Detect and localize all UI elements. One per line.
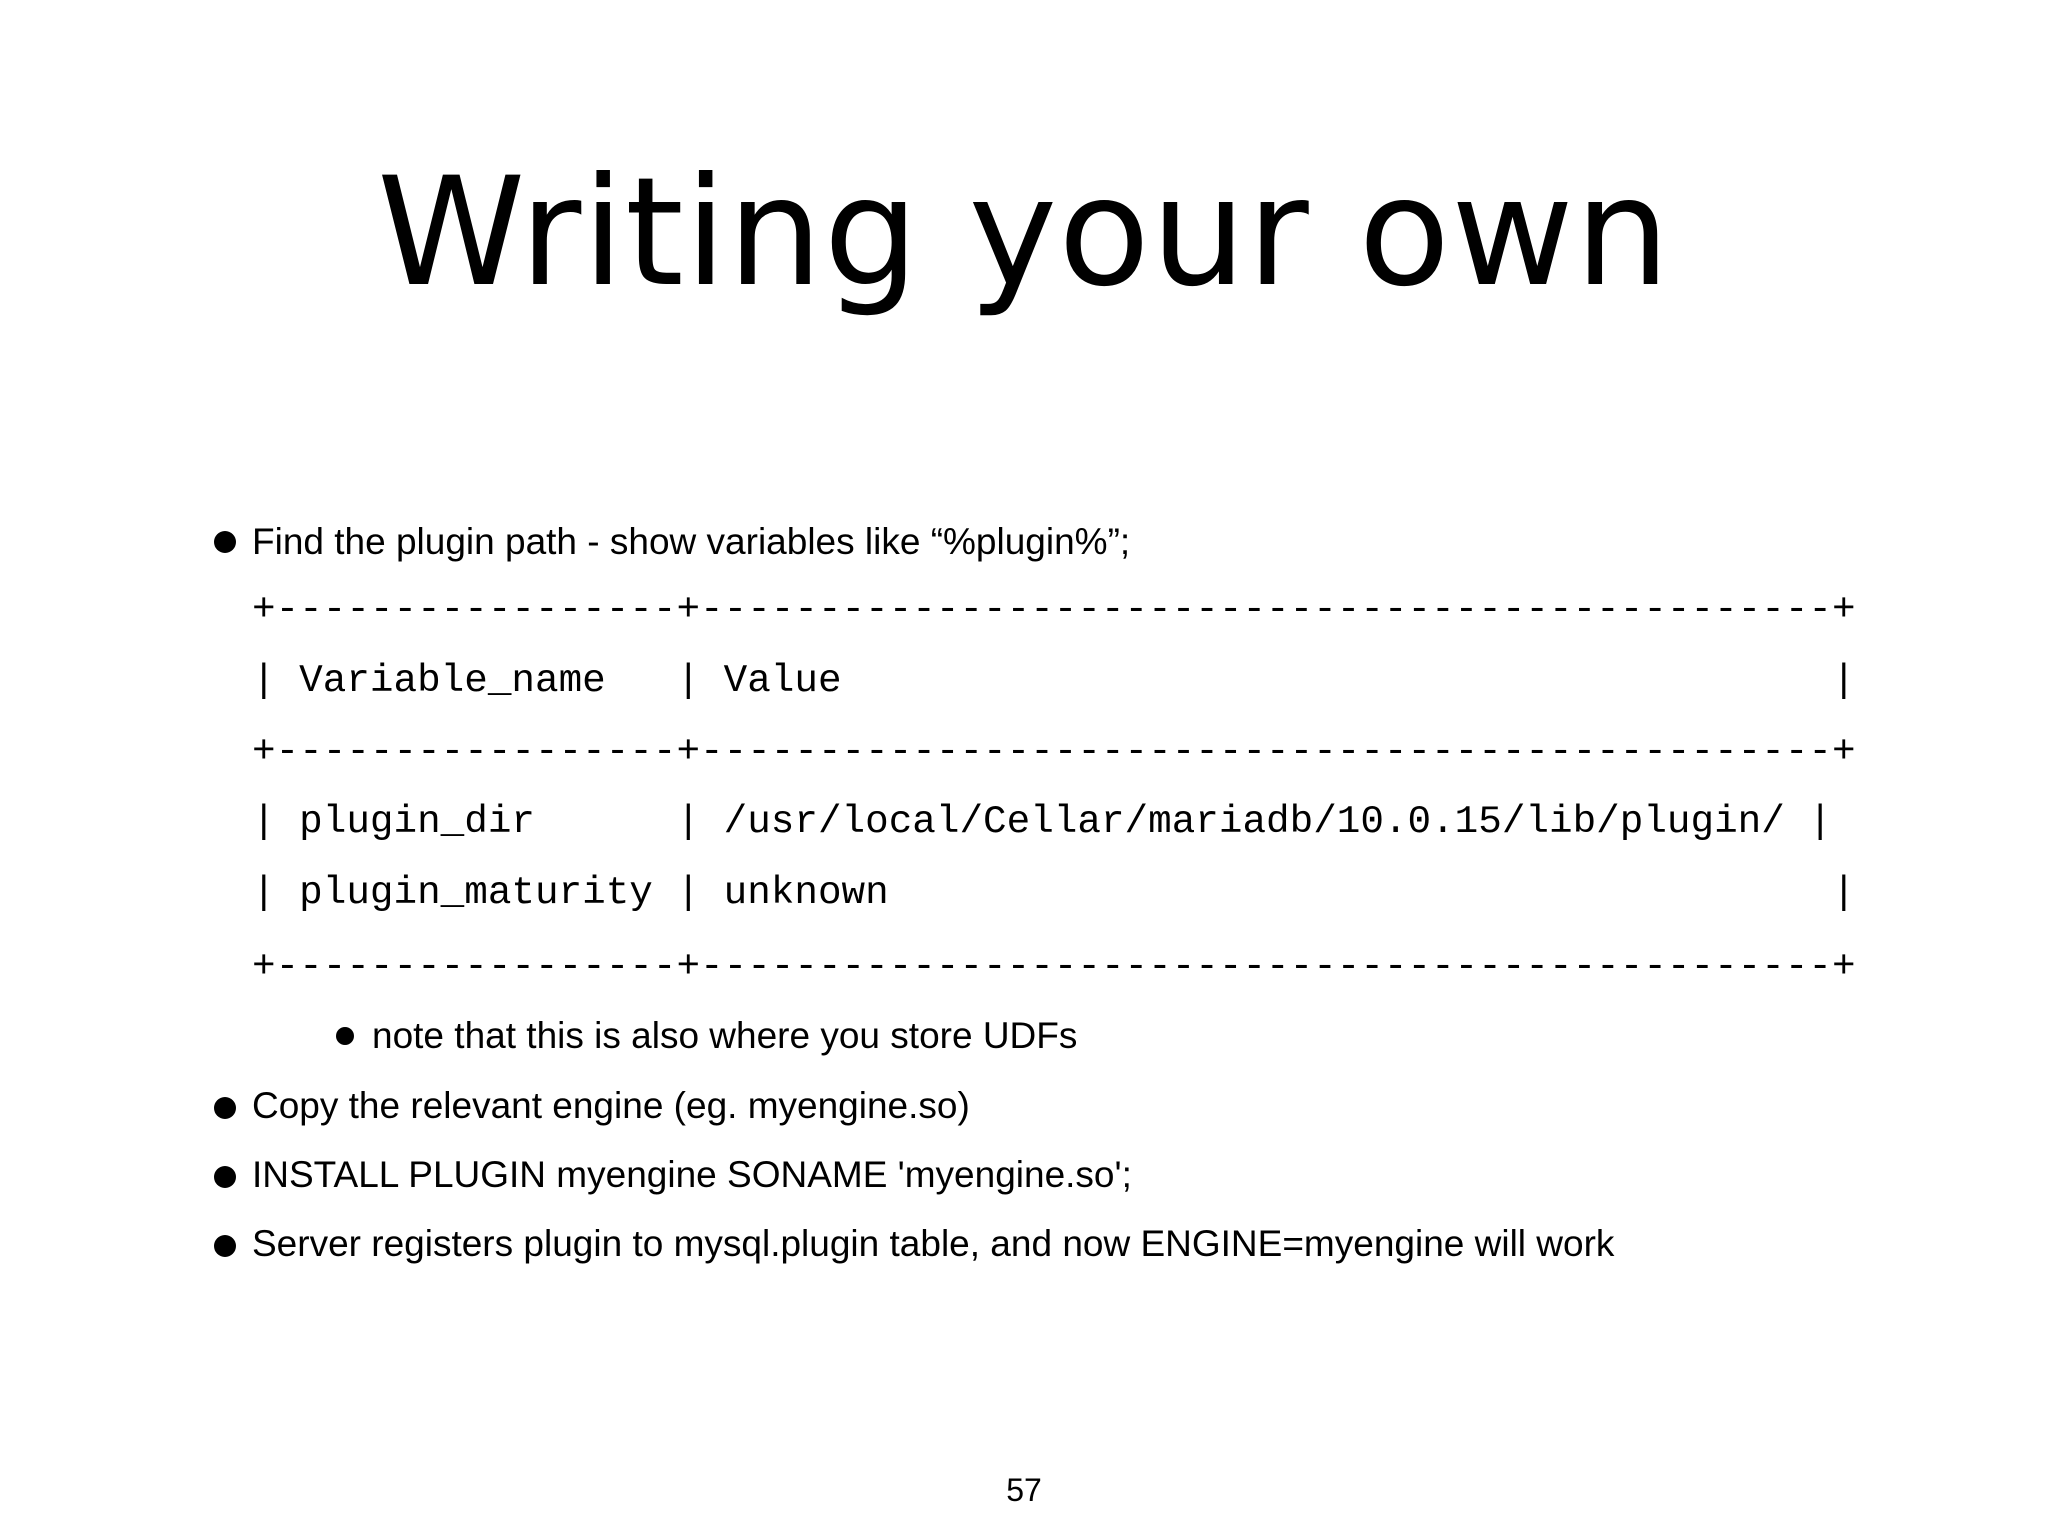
- bullet-dot: [214, 1097, 236, 1119]
- bullet-dot: [214, 1235, 236, 1257]
- sub-bullet-dot: [336, 1027, 354, 1045]
- table-row-plugin-dir: | plugin_dir | /usr/local/Cellar/mariadb/10.0.15/lib/plugin/ |: [252, 799, 1832, 844]
- bullet-find-plugin-path: Find the plugin path - show variables like “%plugin%”;: [252, 521, 1131, 562]
- bullet-udf-note: note that this is also where you store UDFs: [372, 1015, 1078, 1056]
- table-border-top: +-----------------+------------------------------------------------+: [252, 587, 1856, 632]
- table-border-mid: +-----------------+------------------------------------------------+: [252, 729, 1856, 774]
- page-number: 57: [1006, 1472, 1042, 1508]
- table-row-plugin-maturity: | plugin_maturity | unknown |: [252, 870, 1856, 915]
- bullet-copy-engine: Copy the relevant engine (eg. myengine.so): [252, 1085, 970, 1126]
- bullet-server-registers: Server registers plugin to mysql.plugin table, and now ENGINE=myengine will work: [252, 1223, 1615, 1264]
- table-border-bottom: +-----------------+------------------------------------------------+: [252, 944, 1856, 989]
- table-header-row: | Variable_name | Value |: [252, 658, 1856, 703]
- bullet-install-plugin: INSTALL PLUGIN myengine SONAME 'myengine.so';: [252, 1154, 1132, 1195]
- slide-title: Writing your own: [377, 146, 1671, 320]
- bullet-dot: [214, 531, 236, 553]
- bullet-dot: [214, 1166, 236, 1188]
